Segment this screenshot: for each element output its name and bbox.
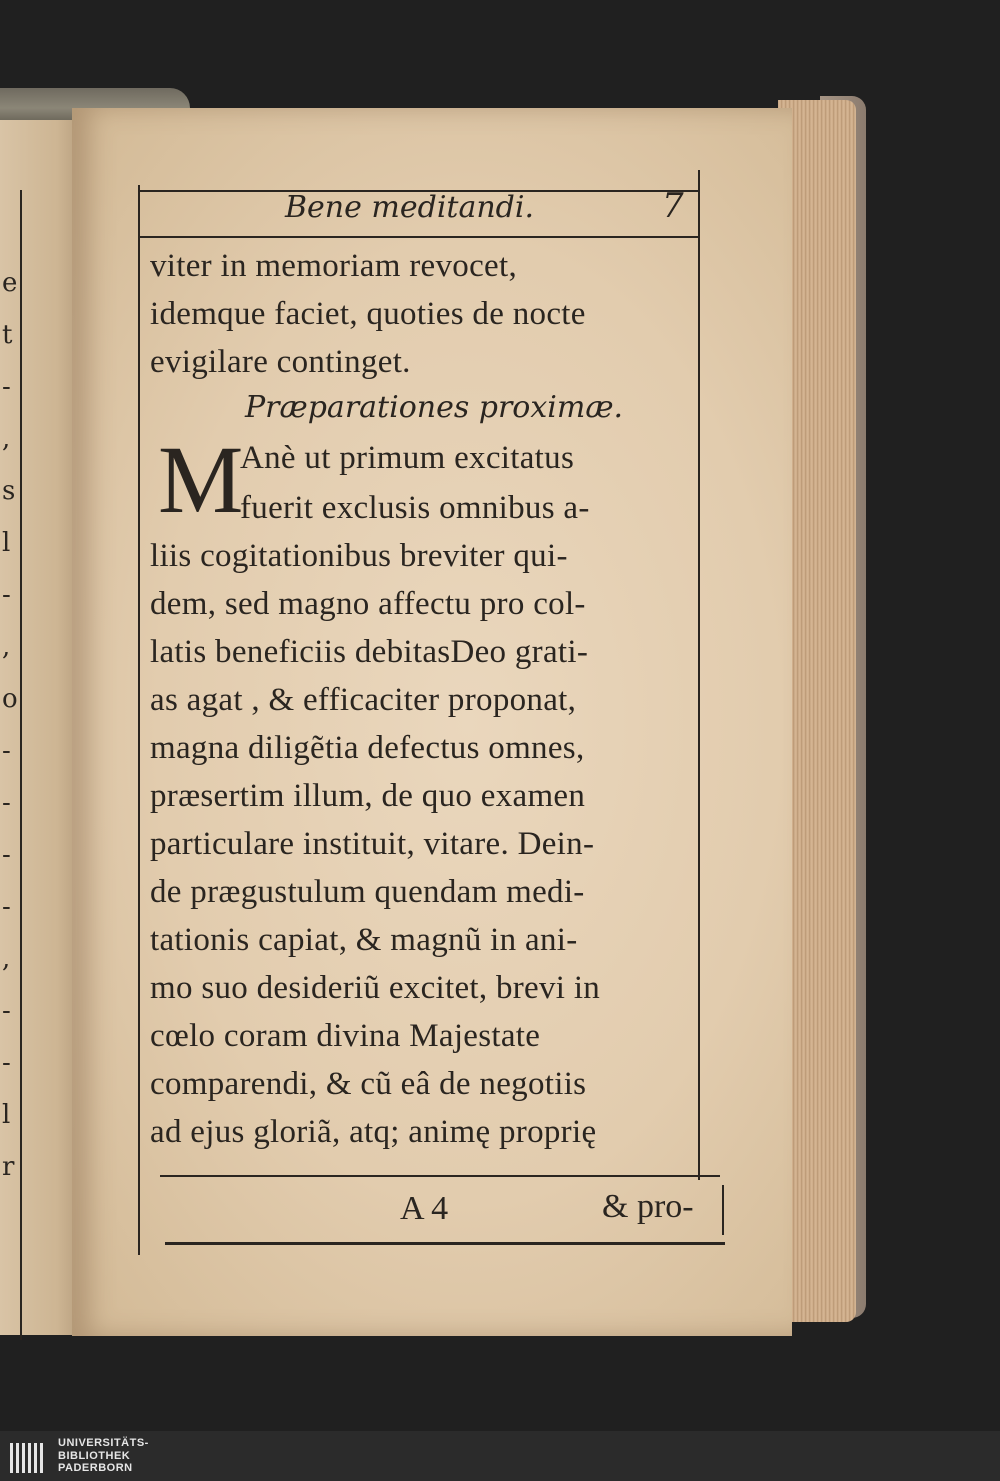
library-name-line: UNIVERSITÄTS- — [58, 1437, 149, 1449]
left-page-text-fragment: s — [2, 476, 16, 506]
left-page-text-fragment: - — [2, 372, 11, 402]
left-page-text-fragment: , — [2, 424, 11, 454]
library-logo-icon — [8, 1437, 48, 1477]
text-line: idemque faciet, quoties de nocte — [150, 296, 586, 332]
catchword: & pro- — [602, 1188, 694, 1225]
left-page-text-fragment: , — [2, 944, 11, 974]
text-line: mo suo desideriũ excitet, brevi in — [150, 970, 601, 1006]
text-line: præsertim illum, de quo examen — [150, 778, 586, 814]
left-page-text-fragment: - — [2, 736, 11, 766]
left-page-text-fragment: - — [2, 580, 11, 610]
library-name-line: BIBLIOTHEK — [58, 1449, 131, 1462]
left-page-text-fragment: - — [2, 788, 11, 818]
library-footer — [0, 1431, 1000, 1481]
left-page-text-fragment: r — [2, 1152, 15, 1182]
text-line: as agat , & efficaciter proponat, — [150, 682, 577, 718]
text-line: magna diligẽtia defectus omnes, — [150, 730, 585, 766]
signature-mark: A 4 — [400, 1190, 449, 1227]
text-line: liis cogitationibus breviter qui- — [150, 538, 568, 574]
left-page-text-fragment: - — [2, 840, 11, 870]
frame-head-rule — [138, 236, 700, 238]
frame-left-rule — [138, 185, 140, 1255]
drop-cap: M — [158, 426, 244, 533]
text-line: de prægustulum quendam medi- — [150, 874, 585, 910]
left-page-frame-rule — [20, 190, 22, 1340]
left-page — [0, 120, 82, 1335]
text-line: fuerit exclusis omnibus a- — [240, 490, 590, 526]
text-line: viter in memoriam revocet, — [150, 248, 517, 284]
left-page-text-fragment: l — [2, 528, 11, 558]
text-line: latis beneficiis debitasDeo grati- — [150, 634, 589, 670]
left-page-text-fragment: - — [2, 996, 11, 1026]
text-line: cœlo coram divina Majestate — [150, 1018, 541, 1054]
left-page-text-fragment: t — [2, 320, 13, 350]
text-line: tationis capiat, & magnũ in ani- — [150, 922, 578, 958]
text-line: Anè ut primum excitatus — [240, 440, 575, 476]
text-line: comparendi, & cũ eâ de negotiis — [150, 1066, 587, 1102]
library-name[interactable] — [58, 1437, 149, 1475]
text-line: ad ejus gloriã, atq; animę proprię — [150, 1114, 597, 1150]
left-page-text-fragment: e — [2, 268, 18, 298]
text-line: dem, sed magno affectu pro col- — [150, 586, 586, 622]
left-page-text-fragment: - — [2, 1048, 11, 1078]
text-line: particulare instituit, vitare. Dein- — [150, 826, 595, 862]
right-page — [72, 108, 792, 1336]
library-name-line: PADERBORN — [58, 1462, 133, 1474]
left-page-text-fragment: o — [2, 684, 18, 714]
left-page-text-fragment: , — [2, 632, 11, 662]
page-number: 7 — [662, 186, 684, 226]
section-heading: Præparationes proximæ. — [245, 390, 624, 425]
frame-bottom-rule — [160, 1175, 720, 1177]
frame-right-foot-rule — [722, 1185, 724, 1235]
frame-base-rule — [165, 1242, 725, 1245]
left-page-text-fragment: l — [2, 1100, 11, 1130]
running-head: Bene meditandi. — [285, 190, 535, 225]
left-page-text-fragment: - — [2, 892, 11, 922]
text-line: evigilare continget. — [150, 344, 411, 380]
